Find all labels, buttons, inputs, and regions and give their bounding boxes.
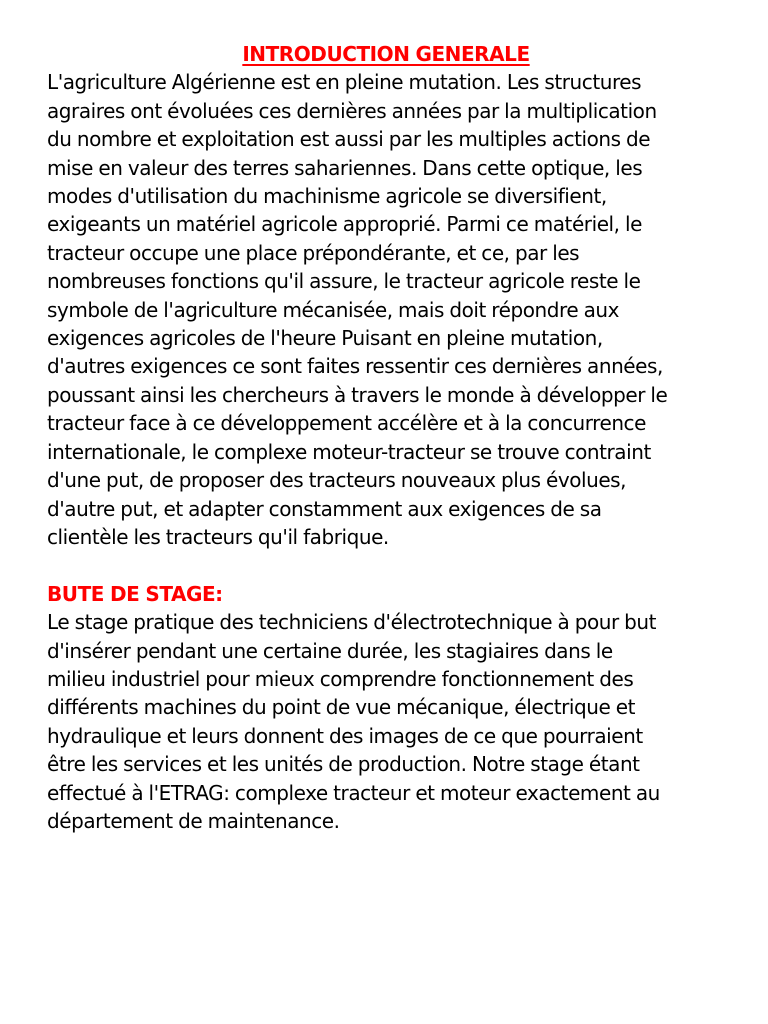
intro-paragraph: L'agriculture Algérienne est en pleine mutation. Les structures agraires ont évoluées ces dernières années par la multiplication du nombre et exploitation est aussi par les multiples actions de mise en valeur des terres sahariennes. Dans cette optique, les modes d'utilisation du machinisme agricole se diversifient, exigeants un matériel agricole approprié. Parmi ce matériel, le tracteur occupe une place prépondérante, et ce, par les nombreuses fonctions qu'il assure, le tracteur agricole reste le symbole de l'agriculture mécanisée, mais doit répondre aux exigences agricoles de l'heure Puisant en pleine mutation, d'autres exigences ce sont faites ressentir ces dernières années, poussant ainsi les chercheurs à travers le monde à développer le tracteur face à ce développement accélère et à la concurrence internationale, le complexe moteur-tracteur se trouve contraint d'une put, de proposer des tracteurs nouveaux plus évolues, d'autre put, et adapter constamment aux exigences de sa clientèle les tracteurs qu'il fabrique. [47, 70, 668, 549]
document-title: INTRODUCTION GENERALE [242, 42, 530, 66]
document-page [47, 40, 727, 835]
section-heading: BUTE DE STAGE: [47, 581, 223, 606]
paragraph-spacer [47, 551, 727, 579]
stage-paragraph: Le stage pratique des techniciens d'électrotechnique à pour but d'insérer pendant une certaine durée, les stagiaires dans le milieu industriel pour mieux comprendre fonctionnement des différents machines du point de vue mécanique, électrique et hydraulique et leurs donnent des images de ce que pourraient être les services et les unités de production. Notre stage étant effectué à l'ETRAG: complexe tracteur et moteur exactement au département de maintenance. [47, 610, 660, 833]
